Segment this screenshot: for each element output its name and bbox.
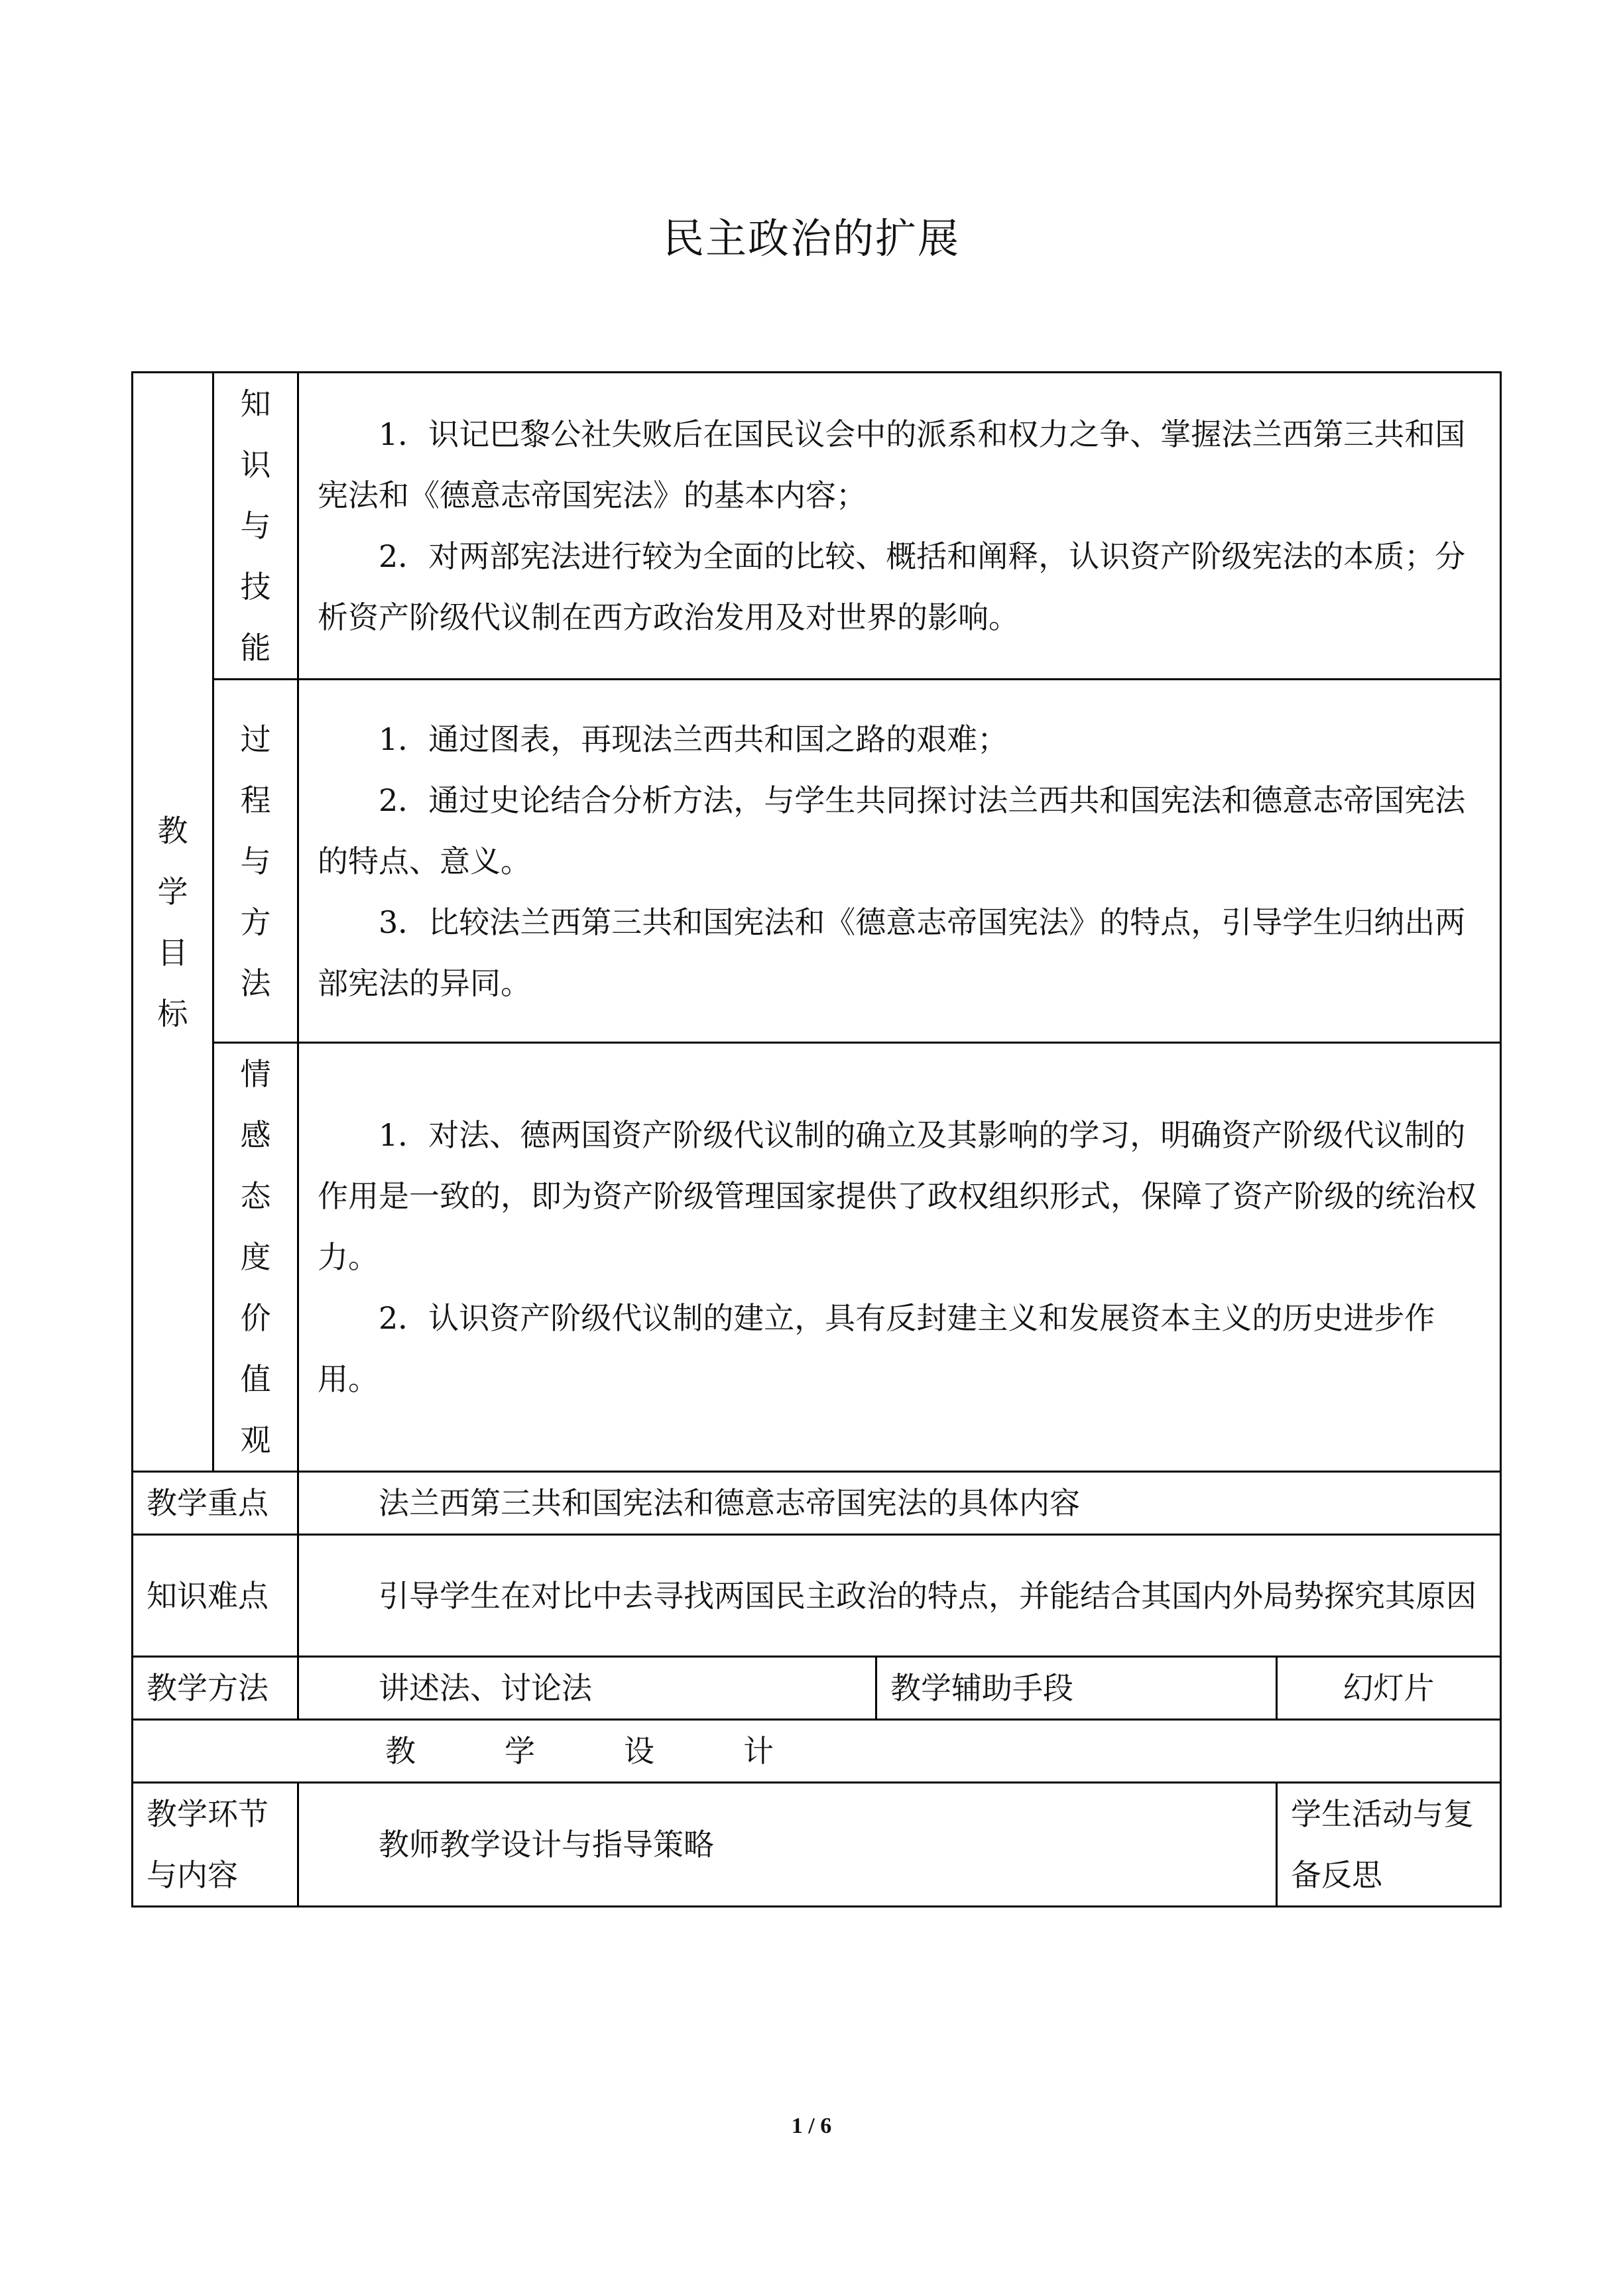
method-cell bbox=[298, 1657, 876, 1720]
key-point-label-cell bbox=[133, 1472, 298, 1535]
student-header-cell bbox=[1277, 1783, 1501, 1907]
design-cell bbox=[133, 1720, 1501, 1783]
attitude-paragraph-1: 1．对法、德两国资产阶级代议制的确立及其影响的学习，明确资产阶级代议制的作用是一致的，即为资产阶级管理国家提供了政权组织形式，保障了资产阶级的统治权力。 bbox=[318, 1117, 1476, 1275]
teacher-header-cell bbox=[298, 1783, 1277, 1907]
design-header-row bbox=[133, 1783, 1501, 1907]
difficulty-label: 知识难点 bbox=[147, 1577, 269, 1614]
process-paragraph-2: 2．通过史论结合分析方法，与学生共同探讨法兰西共和国宪法和德意志帝国宪法的特点、意义。 bbox=[318, 782, 1466, 879]
process-paragraph-3: 3．比较法兰西第三共和国宪法和《德意志帝国宪法》的特点，引导学生归纳出两部宪法的异同。 bbox=[318, 904, 1466, 1001]
difficulty-label-cell bbox=[133, 1535, 298, 1657]
difficulty-row bbox=[133, 1535, 1501, 1657]
knowledge-paragraph-2: 2．对两部宪法进行较为全面的比较、概括和阐释，认识资产阶级宪法的本质；分析资产阶级代议制在西方政治发用及对世界的影响。 bbox=[318, 538, 1466, 635]
method-row bbox=[133, 1657, 1501, 1720]
design-row bbox=[133, 1720, 1501, 1783]
process-label-cell bbox=[213, 680, 298, 1043]
design-char-1: 教 bbox=[385, 1733, 416, 1769]
objective-row-process bbox=[133, 680, 1501, 1043]
student-header: 学生活动与复备反思 bbox=[1291, 1796, 1474, 1893]
attitude-content bbox=[298, 1043, 1501, 1472]
knowledge-content bbox=[298, 373, 1501, 680]
method-label: 教学方法 bbox=[147, 1670, 269, 1706]
teacher-header: 教师教学设计与指导策略 bbox=[379, 1827, 714, 1862]
design-heading bbox=[133, 1721, 1500, 1782]
aux-value: 幻灯片 bbox=[1343, 1670, 1435, 1706]
design-char-3: 设 bbox=[624, 1733, 654, 1769]
attitude-label: 情感态度价值观 bbox=[240, 1056, 271, 1458]
key-point-cell bbox=[298, 1472, 1501, 1535]
objective-row-attitude bbox=[133, 1043, 1501, 1472]
attitude-paragraph-2: 2．认识资产阶级代议制的建立，具有反封建主义和发展资本主义的历史进步作用。 bbox=[318, 1300, 1435, 1397]
page-number: 1 / 6 bbox=[791, 2114, 832, 2138]
design-char-4: 计 bbox=[743, 1733, 774, 1769]
attitude-label-cell bbox=[213, 1043, 298, 1472]
lesson-plan-table bbox=[131, 371, 1502, 1907]
knowledge-label-cell bbox=[213, 373, 298, 680]
objectives-label-cell bbox=[133, 373, 213, 1472]
knowledge-label: 知识与技能 bbox=[240, 386, 271, 666]
aux-label: 教学辅助手段 bbox=[890, 1670, 1073, 1706]
aux-label-cell bbox=[876, 1657, 1277, 1720]
key-point-row bbox=[133, 1472, 1501, 1535]
process-label: 过程与方法 bbox=[240, 721, 271, 1001]
aux-value-cell bbox=[1277, 1657, 1501, 1720]
process-content bbox=[298, 680, 1501, 1043]
objectives-label: 教学目标 bbox=[157, 812, 188, 1032]
stage-header-cell bbox=[133, 1783, 298, 1907]
knowledge-paragraph-1: 1．识记巴黎公社失败后在国民议会中的派系和权力之争、掌握法兰西第三共和国宪法和《德意志帝国宪法》的基本内容； bbox=[318, 416, 1466, 513]
difficulty-cell bbox=[298, 1535, 1501, 1657]
key-point-label: 教学重点 bbox=[147, 1485, 269, 1521]
process-paragraph-1: 1．通过图表，再现法兰西共和国之路的艰难； bbox=[379, 721, 1008, 757]
method-label-cell bbox=[133, 1657, 298, 1720]
difficulty-text: 引导学生在对比中去寻找两国民主政治的特点，并能结合其国内外局势探究其原因 bbox=[379, 1577, 1476, 1614]
design-char-2: 学 bbox=[505, 1733, 535, 1769]
objective-row-knowledge bbox=[133, 373, 1501, 680]
stage-header: 教学环节与内容 bbox=[147, 1796, 269, 1893]
page-title: 民主政治的扩展 bbox=[662, 214, 960, 263]
method-text: 讲述法、讨论法 bbox=[379, 1670, 592, 1706]
key-point-text: 法兰西第三共和国宪法和德意志帝国宪法的具体内容 bbox=[379, 1485, 1080, 1521]
